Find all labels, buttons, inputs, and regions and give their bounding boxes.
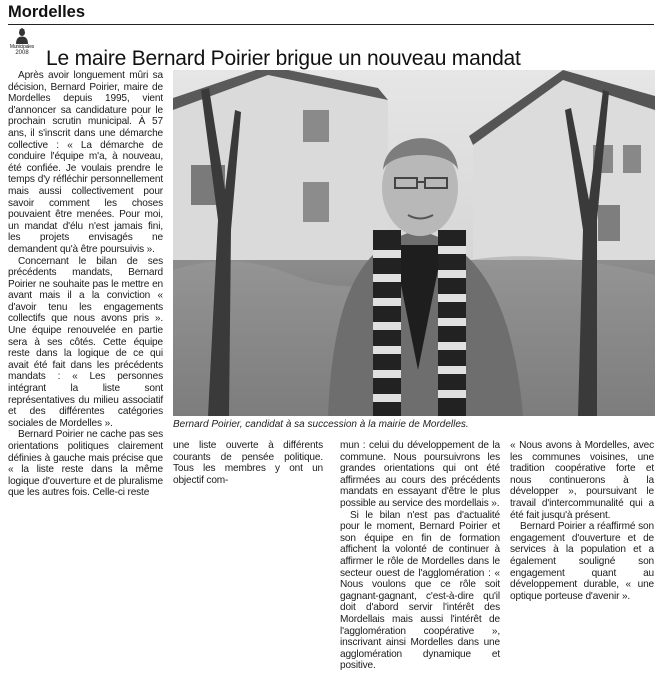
article-photo [173, 70, 655, 416]
article-column-2 [173, 440, 323, 486]
section-title: Mordelles [8, 3, 86, 21]
article-headline: Le maire Bernard Poirier brigue un nouveau mandat [46, 47, 521, 71]
marianne-bust-icon [15, 28, 29, 44]
section-rule [8, 24, 654, 25]
paragraph: Bernard Poirier ne cache pas ses orientations politiques clairement définies à gauche mais précise que « la liste reste dans la même logique d'ouverture et de pluralisme que les autres fois. Celle-ci reste [8, 429, 163, 499]
paragraph: une liste ouverte à différents courants de pensée politique. Tous les membres y ont un objectif com- [173, 440, 323, 486]
article-column-4 [510, 440, 654, 602]
paragraph: mun : celui du développement de la commune. Nous poursuivrons les grandes orientations qui ont été affirmées au cours des précédents mandats en essayant d'être le plus possible au service des mordellais ». [340, 440, 500, 509]
article-column-1 [8, 70, 163, 499]
paragraph: Après avoir longuement mûri sa décision, Bernard Poirier, maire de Mordelles depuis 1995, vient d'annoncer sa candidature pour le prochain scrutin municipal. À 57 ans, il s'inscrit dans une démarche collective : « La démarche de conduire l'équipe m'a, à nouveau, été confiée. Je voulais prendre le temps d'y réfléchir personnellement mais aussi collectivement pour savoir comment les choses pouvaient être menées. Pour moi, un mandat d'élu n'est jamais fini, les projets envisagés ne demandent qu'à être poursuivis ». [8, 70, 163, 255]
photo-caption: Bernard Poirier, candidat à sa succession à la mairie de Mordelles. [173, 419, 469, 430]
article-column-3 [340, 440, 500, 672]
logo-year: 2008 [15, 50, 29, 56]
logo-label: Municipales [9, 44, 35, 50]
paragraph: Bernard Poirier a réaffirmé son engagement d'ouverture et de services à la population et a également souligné son engagement quant au développement durable, « une optique porteuse d'avenir ». [510, 521, 654, 602]
municipales-logo [8, 28, 36, 62]
paragraph: « Nous avons à Mordelles, avec les communes voisines, une tradition coopérative forte et nous continuerons à la développer », poursuivant le travail d'intercommunalité qui a été fait jusqu'à présent. [510, 440, 654, 521]
paragraph: Si le bilan n'est pas d'actualité pour le moment, Bernard Poirier et son équipe en fin de formation affichent la volonté de continuer à affirmer le rôle de Mordelles dans le secteur ouest de l'agglomération : « Nous voulons que ce rôle soit gagnant-gagnant, c'est-à-dire qu'il doit d'abord servir l'intérêt des Mordellais mais aussi l'intérêt de l'agglomération coopérative », inscrivant ainsi Mordelles dans une agglomération dynamique et positive. [340, 509, 500, 672]
paragraph: Concernant le bilan de ses précédents mandats, Bernard Poirier ne souhaite pas le mettre en avant mais il a la conviction « d'avoir tenu les engagements collectifs que nous avons pris ». Une équipe renouvelée en partie sera à ses côtés. Cette équipe reste dans la logique de ce qui avait été fait dans les précédents mandats : « Les personnes intégrant la liste sont représentatives du milieu associatif et des différentes catégories sociales de Mordelles ». [8, 255, 163, 429]
